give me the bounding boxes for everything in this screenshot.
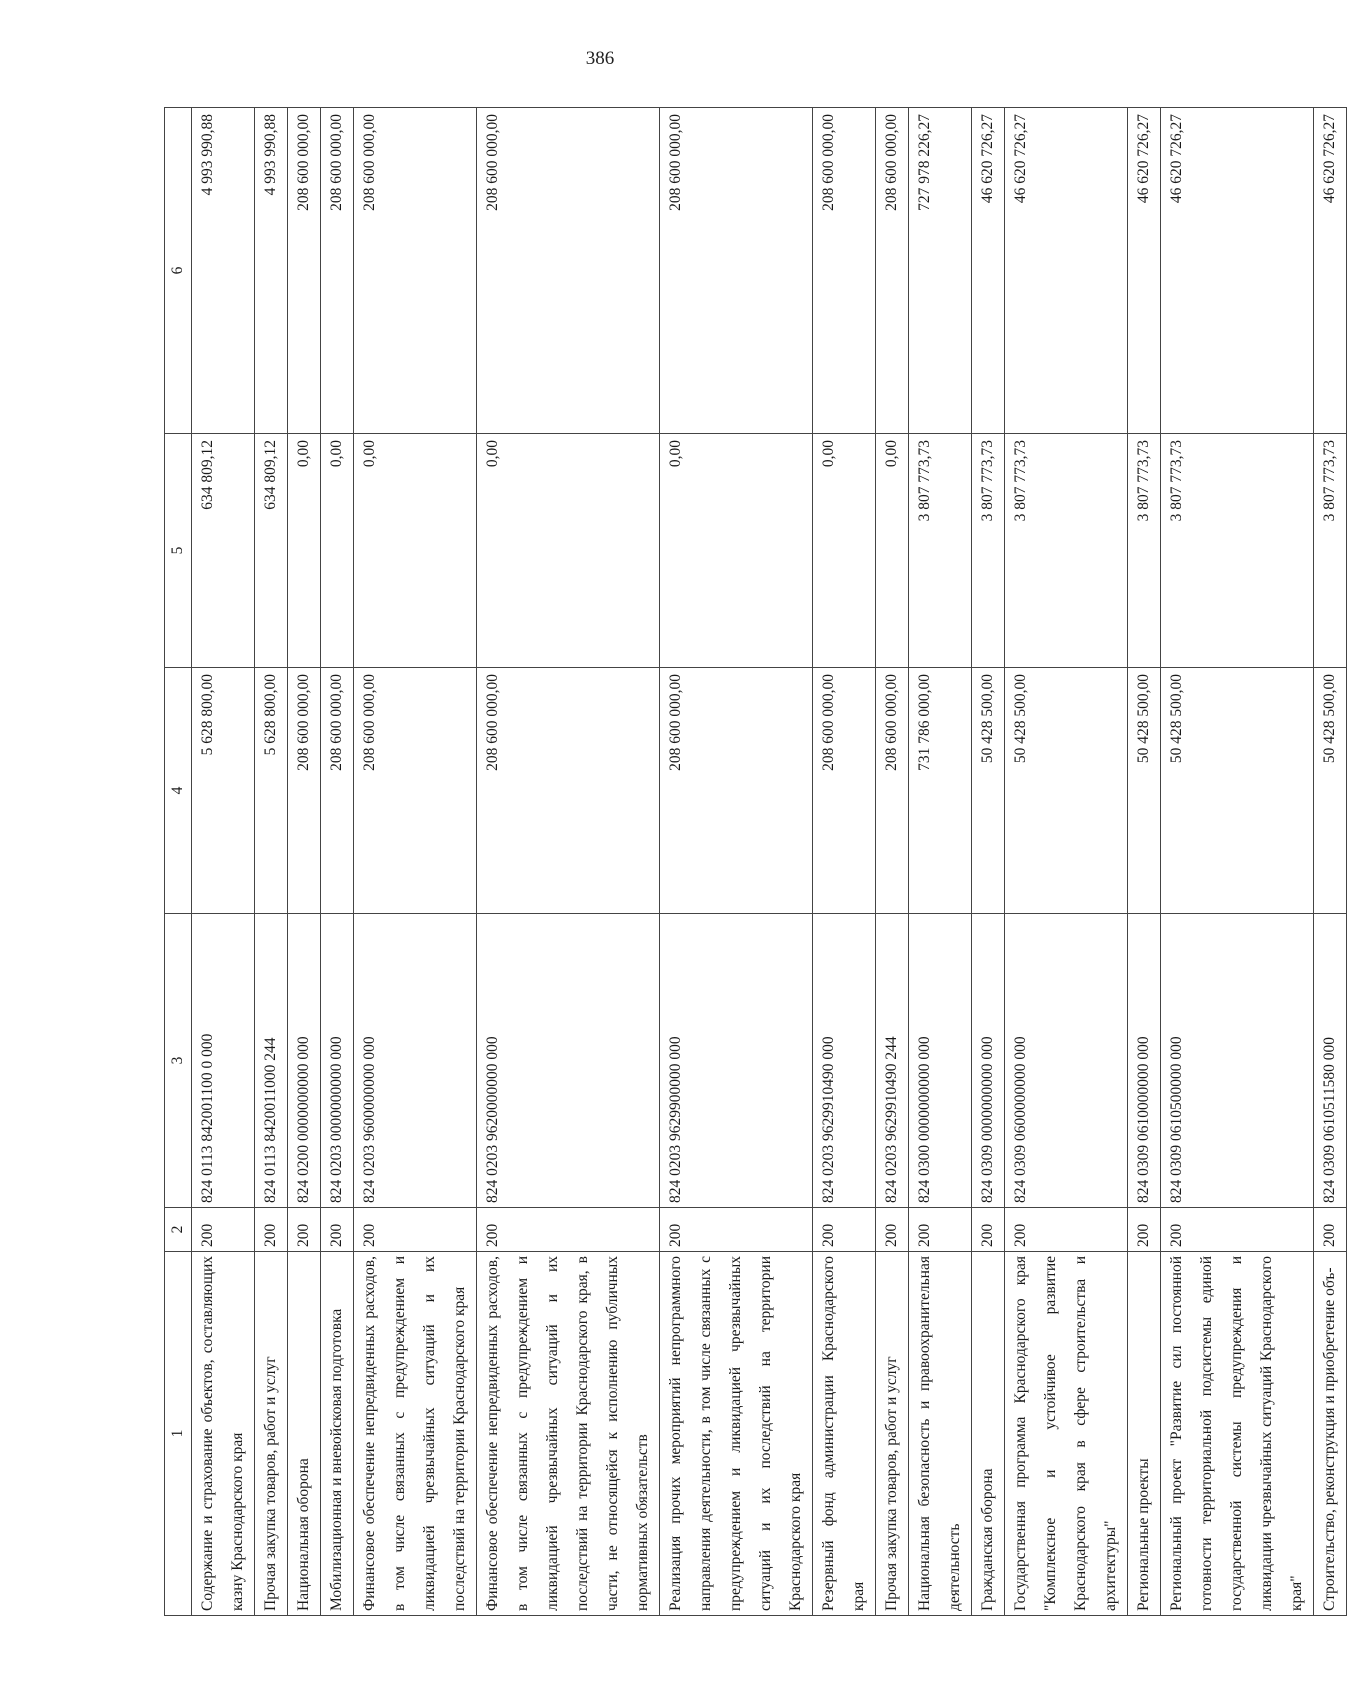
table-row [192, 108, 255, 1616]
row-plan: 208 600 000,00 [813, 668, 876, 914]
row-code: 824 0203 9620000000 000 [477, 914, 660, 1208]
row-total: 208 600 000,00 [660, 108, 813, 434]
row-change: 0,00 [660, 434, 813, 668]
row-name: Прочая закупка товаров, работ и услуг [876, 1252, 909, 1616]
table-row [972, 108, 1005, 1616]
row-code: 824 0309 0000000000 000 [972, 914, 1005, 1208]
row-name: Содержание и страхование объектов, составляющих казну Краснодарского края [192, 1252, 255, 1616]
table-row [909, 108, 972, 1616]
column-header: 5 [165, 434, 192, 668]
row-code: 824 0300 0000000000 000 [909, 914, 972, 1208]
column-header: 6 [165, 108, 192, 434]
row-code: 824 0203 9600000000 000 [354, 914, 477, 1208]
row-plan: 50 428 500,00 [1161, 668, 1314, 914]
table-row [1161, 108, 1314, 1616]
table-row [660, 108, 813, 1616]
row-code: 824 0203 9629910490 000 [813, 914, 876, 1208]
table-row [321, 108, 354, 1616]
row-change: 0,00 [813, 434, 876, 668]
row-name: Прочая закупка товаров, работ и услуг [255, 1252, 288, 1616]
row-total: 208 600 000,00 [288, 108, 321, 434]
row-total: 46 620 726,27 [1314, 108, 1347, 434]
row-total: 46 620 726,27 [1128, 108, 1161, 434]
row-plan: 50 428 500,00 [972, 668, 1005, 914]
row-grbs: 200 [192, 1208, 255, 1252]
row-total: 208 600 000,00 [354, 108, 477, 434]
row-grbs: 200 [972, 1208, 1005, 1252]
table-row [354, 108, 477, 1616]
page-number: 386 [585, 48, 615, 69]
row-grbs: 200 [1005, 1208, 1128, 1252]
row-total: 208 600 000,00 [876, 108, 909, 434]
row-name: Национальная безопасность и правоохранительная деятельность [909, 1252, 972, 1616]
column-header: 3 [165, 914, 192, 1208]
row-grbs: 200 [813, 1208, 876, 1252]
row-total: 46 620 726,27 [972, 108, 1005, 434]
row-change: 0,00 [477, 434, 660, 668]
row-name: Национальная оборона [288, 1252, 321, 1616]
row-code: 824 0203 9629900000 000 [660, 914, 813, 1208]
row-total: 46 620 726,27 [1005, 108, 1128, 434]
row-grbs: 200 [288, 1208, 321, 1252]
row-grbs: 200 [1314, 1208, 1347, 1252]
row-plan: 208 600 000,00 [660, 668, 813, 914]
row-change: 3 807 773,73 [1161, 434, 1314, 668]
row-name: Региональные проекты [1128, 1252, 1161, 1616]
row-total: 727 978 226,27 [909, 108, 972, 434]
row-name: Строительство, реконструкция и приобретение объ- [1314, 1252, 1347, 1616]
row-total: 46 620 726,27 [1161, 108, 1314, 434]
row-change: 0,00 [354, 434, 477, 668]
row-change: 3 807 773,73 [1128, 434, 1161, 668]
row-code: 824 0203 9629910490 244 [876, 914, 909, 1208]
row-grbs: 200 [1128, 1208, 1161, 1252]
table-row [1128, 108, 1161, 1616]
row-code: 824 0200 0000000000 000 [288, 914, 321, 1208]
column-header: 4 [165, 668, 192, 914]
row-plan: 208 600 000,00 [354, 668, 477, 914]
row-total: 4 993 990,88 [192, 108, 255, 434]
table-row [876, 108, 909, 1616]
row-change: 3 807 773,73 [1314, 434, 1347, 668]
row-change: 3 807 773,73 [909, 434, 972, 668]
row-name: Мобилизационная и вневойсковая подготовка [321, 1252, 354, 1616]
row-plan: 208 600 000,00 [477, 668, 660, 914]
table-row [255, 108, 288, 1616]
table-row [477, 108, 660, 1616]
header-row [165, 108, 192, 1616]
row-name: Гражданская оборона [972, 1252, 1005, 1616]
row-total: 4 993 990,88 [255, 108, 288, 434]
row-grbs: 200 [255, 1208, 288, 1252]
row-code: 824 0309 0610500000 000 [1161, 914, 1314, 1208]
row-total: 208 600 000,00 [321, 108, 354, 434]
row-name: Реализация прочих мероприятий непрограммного направления деятельности, в том числе связанных с предупреждением и ликвидацией чрезвычайных ситуаций и их последствий на территории Краснодарского края [660, 1252, 813, 1616]
row-grbs: 200 [876, 1208, 909, 1252]
row-code: 824 0309 0610000000 000 [1128, 914, 1161, 1208]
row-grbs: 200 [354, 1208, 477, 1252]
row-total: 208 600 000,00 [477, 108, 660, 434]
row-grbs: 200 [909, 1208, 972, 1252]
row-plan: 5 628 800,00 [192, 668, 255, 914]
row-change: 634 809,12 [192, 434, 255, 668]
table-row [1314, 108, 1347, 1616]
row-change: 0,00 [321, 434, 354, 668]
row-plan: 50 428 500,00 [1005, 668, 1128, 914]
row-change: 0,00 [288, 434, 321, 668]
row-grbs: 200 [660, 1208, 813, 1252]
row-grbs: 200 [477, 1208, 660, 1252]
row-grbs: 200 [321, 1208, 354, 1252]
table-row [813, 108, 876, 1616]
row-plan: 50 428 500,00 [1314, 668, 1347, 914]
row-name: Финансовое обеспечение непредвиденных расходов, в том числе связанных с предупреждением и ликвидацией чрезвычайных ситуаций и их последствий на территории Краснодарского края [354, 1252, 477, 1616]
row-code: 824 0113 842001100 0 000 [192, 914, 255, 1208]
row-change: 3 807 773,73 [972, 434, 1005, 668]
row-code: 824 0309 0600000000 000 [1005, 914, 1128, 1208]
row-name: Финансовое обеспечение непредвиденных расходов, в том числе связанных с предупреждением и ликвидацией чрезвычайных ситуаций и их последствий на территории Краснодарского края, в части, не относящейся к исполнению публичных нормативных обязательств [477, 1252, 660, 1616]
row-name: Резервный фонд администрации Краснодарского края [813, 1252, 876, 1616]
row-change: 0,00 [876, 434, 909, 668]
row-code: 824 0309 0610511580 000 [1314, 914, 1347, 1208]
row-total: 208 600 000,00 [813, 108, 876, 434]
row-change: 3 807 773,73 [1005, 434, 1128, 668]
row-name: Государственная программа Краснодарского края "Комплексное и устойчивое развитие Краснодарского края в сфере строительства и архитектуры" [1005, 1252, 1128, 1616]
column-header: 2 [165, 1208, 192, 1252]
row-code: 824 0203 0000000000 000 [321, 914, 354, 1208]
row-plan: 50 428 500,00 [1128, 668, 1161, 914]
row-name: Региональный проект "Развитие сил постоянной готовности территориальной подсистемы единой государственной системы предупреждения и ликвидации чрезвычайных ситуаций Краснодарского края" [1161, 1252, 1314, 1616]
row-plan: 208 600 000,00 [876, 668, 909, 914]
row-plan: 5 628 800,00 [255, 668, 288, 914]
rotated-table-container [164, 108, 1338, 1616]
table-row [1005, 108, 1128, 1616]
row-plan: 208 600 000,00 [288, 668, 321, 914]
column-header: 1 [165, 1252, 192, 1616]
row-change: 634 809,12 [255, 434, 288, 668]
table-row [288, 108, 321, 1616]
row-plan: 208 600 000,00 [321, 668, 354, 914]
row-plan: 731 786 000,00 [909, 668, 972, 914]
row-code: 824 0113 8420011000 244 [255, 914, 288, 1208]
budget-table [164, 107, 1347, 1616]
row-grbs: 200 [1161, 1208, 1314, 1252]
